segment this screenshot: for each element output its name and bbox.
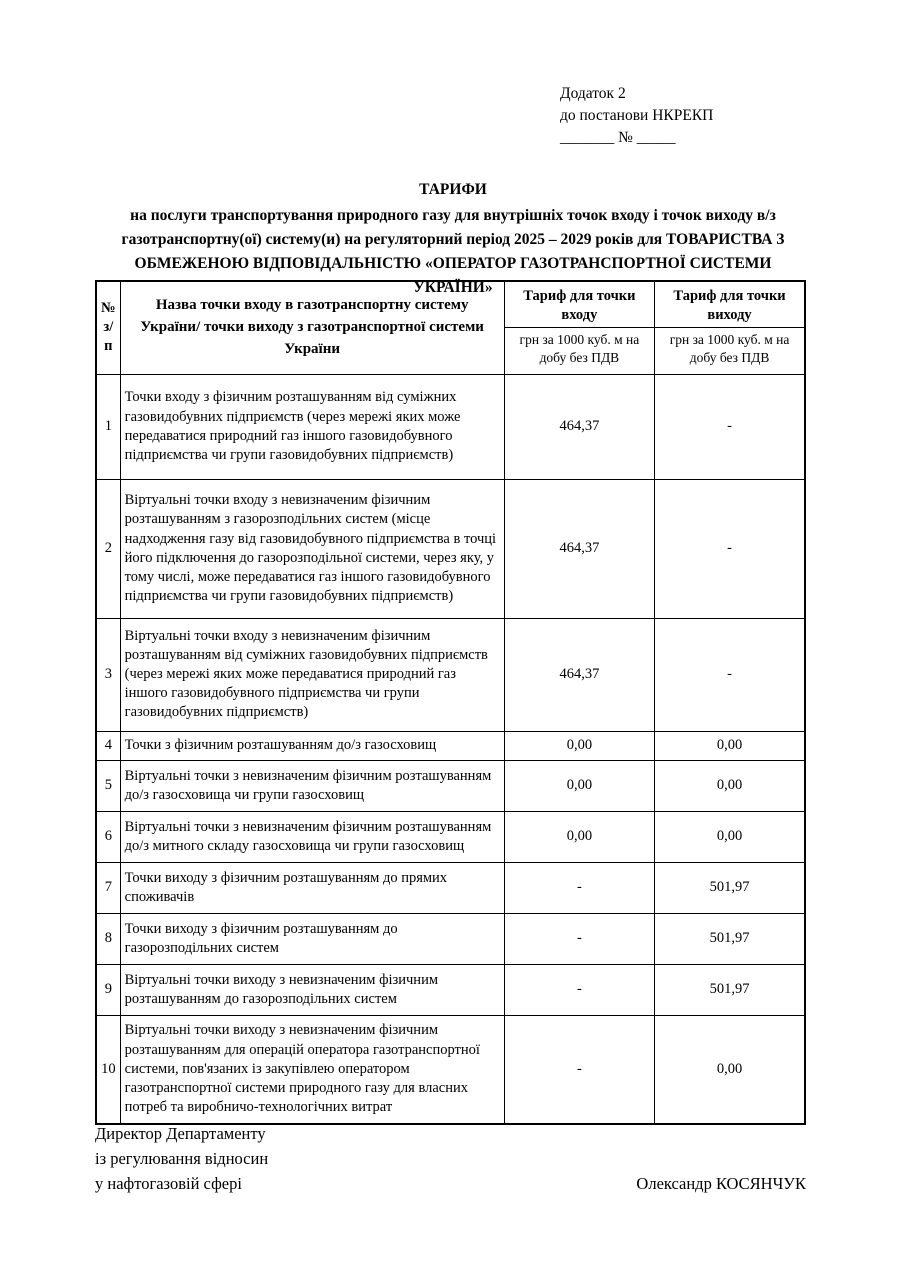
row-number: 2 — [96, 479, 120, 618]
signer-name: Олександр КОСЯНЧУК — [636, 1173, 806, 1193]
exit-tariff-value: - — [655, 479, 805, 618]
point-name: Віртуальні точки входу з невизначеним фізичним розташуванням з газорозподільних систем (місце надходження газу від газовидобувного підприємства в точці його підключення до газорозподільної системи, через яку, у тому числі, може передаватися газ іншого газовидобувного підприємства чи групи газовидобувних підприємств) — [120, 479, 504, 618]
document-subtitle: на послуги транспортування природного газу для внутрішніх точок входу і точок виходу в/з газотранспортну(ої) систему(и) на регуляторний період 2025 – 2029 років для ТОВАРИСТВА З ОБМЕЖЕНОЮ ВІДПОВІДАЛЬНІСТЮ «ОПЕРАТОР ГАЗОТРАНСПОРТНОЇ СИСТЕМИ УКРАЇНИ» — [121, 207, 785, 297]
row-number: 4 — [96, 731, 120, 760]
entry-tariff-value: - — [504, 1015, 654, 1124]
header-entry-tariff: Тариф для точки входу — [504, 281, 654, 328]
table-row — [96, 760, 805, 811]
point-name: Точки виходу з фізичним розташуванням до газорозподільних систем — [120, 913, 504, 964]
row-number: 10 — [96, 1015, 120, 1124]
row-number: 6 — [96, 811, 120, 862]
point-name: Віртуальні точки входу з невизначеним фізичним розташуванням від суміжних газовидобувних підприємств (через мережі яких може передаватися природний газ іншого газовидобувного підприємства чи групи газовидобувних підприємств) — [120, 618, 504, 731]
point-name: Точки виходу з фізичним розташуванням до прямих споживачів — [120, 862, 504, 913]
table-row — [96, 479, 805, 618]
entry-tariff-value: 0,00 — [504, 731, 654, 760]
row-number: 3 — [96, 618, 120, 731]
entry-tariff-value: - — [504, 964, 654, 1015]
appendix-line-3: _______ № _____ — [560, 129, 676, 146]
point-name: Точки з фізичним розташуванням до/з газосховищ — [120, 731, 504, 760]
tariff-table — [95, 280, 806, 1125]
header-exit-tariff: Тариф для точки виходу — [655, 281, 805, 328]
table-row — [96, 811, 805, 862]
table-header — [96, 281, 805, 374]
table-row — [96, 964, 805, 1015]
appendix-block — [560, 83, 713, 149]
table-row — [96, 862, 805, 913]
signer-position-line-3: у нафтогазовій сфері — [95, 1173, 242, 1193]
table-row — [96, 618, 805, 731]
header-exit-unit: грн за 1000 куб. м на добу без ПДВ — [655, 328, 805, 374]
point-name: Точки входу з фізичним розташуванням від суміжних газовидобувних підприємств (через мережі яких може передаватися природний газ іншого газовидобувного підприємства чи групи газовидобувних підприємств) — [120, 374, 504, 479]
signer-position-line-1: Директор Департаменту — [95, 1124, 266, 1143]
row-number: 9 — [96, 964, 120, 1015]
row-number: 8 — [96, 913, 120, 964]
exit-tariff-value: - — [655, 374, 805, 479]
table-row — [96, 913, 805, 964]
signature-block — [95, 1122, 806, 1196]
exit-tariff-value: 501,97 — [655, 862, 805, 913]
header-point-name: Назва точки входу в газотранспортну систему України/ точки виходу з газотранспортної системи України — [120, 281, 504, 374]
exit-tariff-value: 501,97 — [655, 913, 805, 964]
entry-tariff-value: 0,00 — [504, 760, 654, 811]
entry-tariff-value: 464,37 — [504, 374, 654, 479]
entry-tariff-value: 0,00 — [504, 811, 654, 862]
table-row — [96, 731, 805, 760]
point-name: Віртуальні точки з невизначеним фізичним розташуванням до/з газосховища чи групи газосховищ — [120, 760, 504, 811]
header-entry-unit: грн за 1000 куб. м на добу без ПДВ — [504, 328, 654, 374]
point-name: Віртуальні точки виходу з невизначеним фізичним розташуванням для операцій оператора газотранспортної системи, пов'язаних із закупівлею оператором газотранспортної системи природного газу для власних потреб та виробничо-технологічних витрат — [120, 1015, 504, 1124]
point-name: Віртуальні точки виходу з невизначеним фізичним розташуванням до газорозподільних систем — [120, 964, 504, 1015]
entry-tariff-value: - — [504, 862, 654, 913]
row-number: 5 — [96, 760, 120, 811]
row-number: 7 — [96, 862, 120, 913]
exit-tariff-value: 0,00 — [655, 1015, 805, 1124]
exit-tariff-value: 0,00 — [655, 760, 805, 811]
exit-tariff-value: - — [655, 618, 805, 731]
table-row — [96, 374, 805, 479]
document-title: ТАРИФИ — [419, 181, 487, 198]
signer-position-line-2: із регулювання відносин — [95, 1148, 269, 1168]
row-number: 1 — [96, 374, 120, 479]
header-num: № з/п — [96, 281, 120, 374]
entry-tariff-value: 464,37 — [504, 479, 654, 618]
point-name: Віртуальні точки з невизначеним фізичним розташуванням до/з митного складу газосховища чи групи газосховищ — [120, 811, 504, 862]
exit-tariff-value: 0,00 — [655, 731, 805, 760]
exit-tariff-value: 501,97 — [655, 964, 805, 1015]
table-row — [96, 1015, 805, 1124]
signer-position — [95, 1122, 268, 1196]
exit-tariff-value: 0,00 — [655, 811, 805, 862]
entry-tariff-value: - — [504, 913, 654, 964]
entry-tariff-value: 464,37 — [504, 618, 654, 731]
appendix-line-2: до постанови НКРЕКП — [560, 107, 714, 124]
appendix-line-1: Додаток 2 — [560, 85, 626, 102]
